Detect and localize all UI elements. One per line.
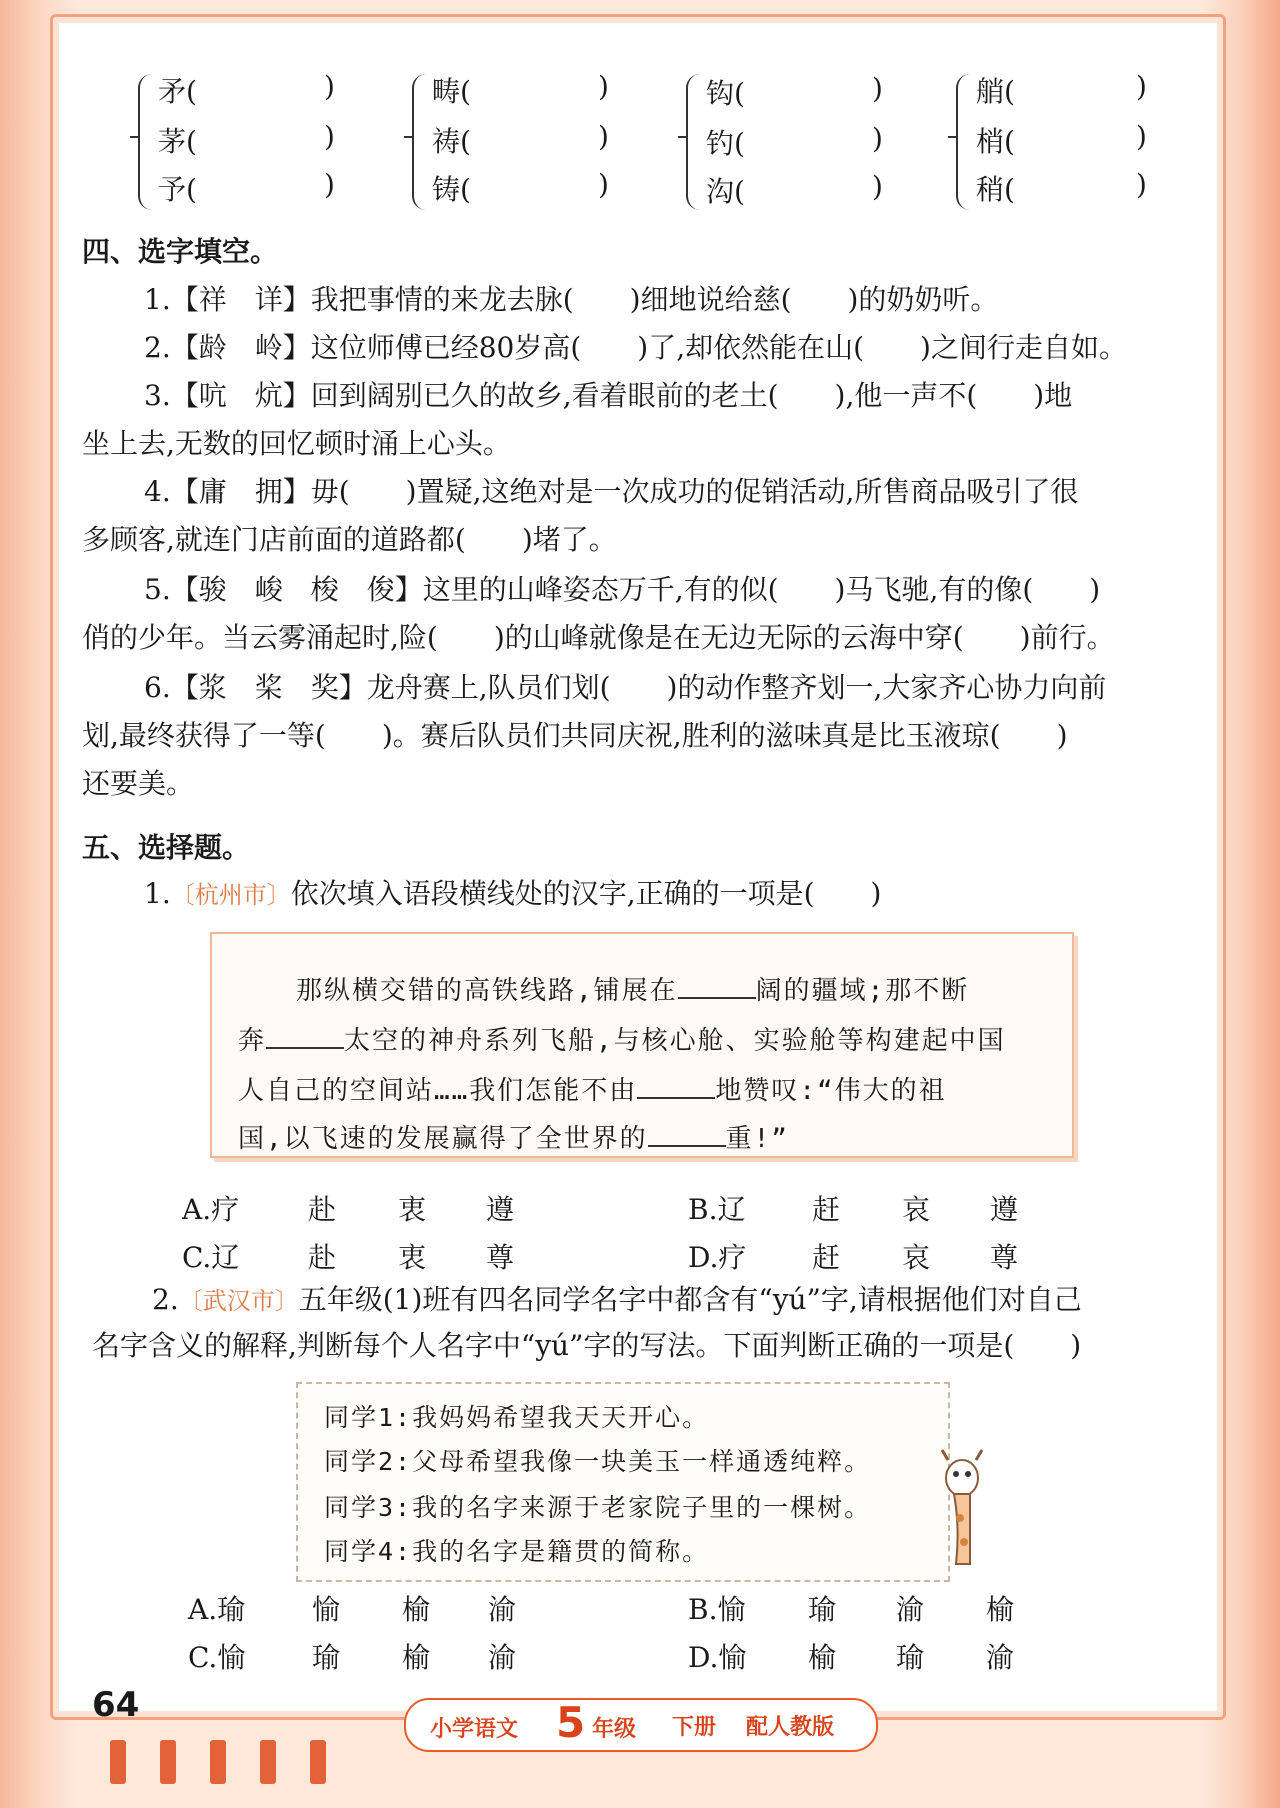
fill-line: 还要美。 — [82, 767, 195, 800]
char-group-3 — [686, 70, 916, 220]
question-2 — [152, 1276, 1082, 1325]
group-char: 畴( — [432, 75, 471, 108]
option-item: 哀 — [902, 1193, 931, 1226]
option-b[interactable]: B.辽 — [688, 1193, 746, 1226]
passage-line: 那纵横交错的高铁线路,铺展在 阔的疆域;那不断 — [296, 970, 969, 1007]
option-item: 榆 — [402, 1641, 431, 1674]
fill-line: 1.【祥 详】我把事情的来龙去脉( )细地说给慈( )的奶奶听。 — [144, 283, 999, 316]
group-char: 稍( — [976, 173, 1015, 206]
page-number: 64 — [92, 1685, 140, 1725]
passage-line: 奔 太空的神舟系列飞船,与核心舱、实验舱等构建起中国 — [238, 1020, 1006, 1057]
option-a[interactable]: A.疗 — [182, 1193, 240, 1226]
fill-line: 4.【庸 拥】毋( )置疑,这绝对是一次成功的促销活动,所售商品吸引了很 — [144, 475, 1079, 508]
fill-line: 坐上去,无数的回忆顿时涌上心头。 — [82, 427, 511, 460]
close-paren: ) — [1136, 70, 1147, 103]
option-item: 渝 — [896, 1593, 925, 1626]
grade-number: 5 — [556, 1698, 586, 1747]
question-2-line2: 名字含义的解释,判断每个人名字中“yú”字的写法。下面判断正确的一项是( ) — [92, 1329, 1082, 1362]
fill-line: 划,最终获得了一等( )。赛后队员们共同庆祝,胜利的滋味真是比玉液琼( ) — [82, 719, 1068, 752]
giraffe-illustration-icon — [930, 1448, 990, 1568]
group-char: 艄( — [976, 75, 1015, 108]
group-char: 梢( — [976, 125, 1015, 158]
close-paren: ) — [324, 168, 335, 201]
answer-blank — [266, 1023, 344, 1049]
option-item: 赶 — [812, 1193, 841, 1226]
question-text: 五年级(1)班有四名同学名字中都含有“yú”字,请根据他们对自己 — [298, 1283, 1082, 1316]
region-tag: 〔武汉市〕 — [178, 1287, 299, 1315]
group-char: 予( — [158, 173, 197, 206]
close-paren: ) — [872, 72, 883, 105]
student-line: 同学4:我的名字是籍贯的简称。 — [324, 1537, 710, 1566]
ring-icon — [160, 1740, 176, 1784]
ring-icon — [310, 1740, 326, 1784]
char-group-4 — [956, 70, 1186, 220]
option-d[interactable]: D.愉 — [688, 1641, 747, 1674]
close-paren: ) — [324, 120, 335, 153]
answer-blank — [678, 973, 756, 999]
option-item: 瑜 — [896, 1641, 925, 1674]
passage-line: 人自己的空间站……我们怎能不由 地赞叹:“伟大的祖 — [238, 1070, 947, 1107]
option-item: 尊 — [486, 1241, 515, 1274]
option-d[interactable]: D.疗 — [688, 1241, 747, 1274]
option-item: 榆 — [808, 1641, 837, 1674]
option-item: 哀 — [902, 1241, 931, 1274]
option-item: 渝 — [488, 1593, 517, 1626]
answer-blank — [637, 1073, 715, 1099]
question-1 — [144, 870, 881, 919]
option-item: 尊 — [990, 1241, 1019, 1274]
brace — [956, 74, 972, 210]
option-item: 榆 — [402, 1593, 431, 1626]
student-line: 同学2:父母希望我像一块美玉一样通透纯粹。 — [324, 1447, 872, 1476]
fill-line: 2.【龄 岭】这位师傅已经80岁高( )了,却依然能在山( )之间行走自如。 — [144, 331, 1127, 364]
group-char: 铸( — [432, 173, 471, 206]
book-info-badge — [404, 1698, 878, 1752]
question-number: 2. — [152, 1283, 179, 1316]
student-line: 同学1:我妈妈希望我天天开心。 — [324, 1403, 710, 1432]
close-paren: ) — [598, 70, 609, 103]
close-paren: ) — [1136, 120, 1147, 153]
fill-line: 俏的少年。当云雾涌起时,险( )的山峰就像是在无边无际的云海中穿( )前行。 — [82, 621, 1115, 654]
brace — [138, 74, 154, 210]
volume-label: 下册 — [672, 1715, 717, 1740]
section-4-title: 四、选字填空。 — [82, 235, 279, 268]
group-char: 钩( — [706, 77, 745, 110]
char-group-1 — [138, 70, 368, 220]
char-group-2 — [412, 70, 642, 220]
section-5-title: 五、选择题。 — [82, 831, 251, 864]
option-item: 瑜 — [808, 1593, 837, 1626]
option-item: 渝 — [986, 1641, 1015, 1674]
option-item: 瑜 — [312, 1641, 341, 1674]
option-b[interactable]: B.愉 — [688, 1593, 746, 1626]
question-text: 依次填入语段横线处的汉字,正确的一项是( ) — [290, 877, 882, 910]
group-char: 沟( — [706, 175, 745, 208]
fill-line: 3.【吭 炕】回到阔别已久的故乡,看着眼前的老土( ),他一声不( )地 — [144, 379, 1073, 412]
fill-line: 多顾客,就连门店前面的道路都( )堵了。 — [82, 523, 617, 556]
close-paren: ) — [1136, 168, 1147, 201]
fill-line: 6.【浆 桨 奖】龙舟赛上,队员们划( )的动作整齐划一,大家齐心协力向前 — [144, 671, 1107, 704]
brace — [686, 74, 702, 210]
option-item: 赴 — [308, 1193, 337, 1226]
option-c[interactable]: C.辽 — [182, 1241, 240, 1274]
group-char: 矛( — [158, 75, 197, 108]
option-item: 衷 — [398, 1241, 427, 1274]
close-paren: ) — [872, 122, 883, 155]
option-c[interactable]: C.愉 — [188, 1641, 246, 1674]
ring-icon — [210, 1740, 226, 1784]
brace — [412, 74, 428, 210]
option-item: 愉 — [312, 1593, 341, 1626]
option-a[interactable]: A.瑜 — [188, 1593, 246, 1626]
close-paren: ) — [598, 168, 609, 201]
close-paren: ) — [324, 70, 335, 103]
subject-label: 小学语文 — [430, 1717, 519, 1742]
fill-line: 5.【骏 峻 梭 俊】这里的山峰姿态万千,有的似( )马飞驰,有的像( ) — [144, 573, 1101, 606]
question-number: 1. — [144, 877, 171, 910]
option-item: 赶 — [812, 1241, 841, 1274]
close-paren: ) — [598, 120, 609, 153]
edition-label: 配人教版 — [746, 1715, 835, 1740]
option-item: 赴 — [308, 1241, 337, 1274]
ring-icon — [110, 1740, 126, 1784]
grade-label: 年级 — [592, 1717, 637, 1742]
option-item: 遵 — [486, 1193, 515, 1226]
ring-icon — [260, 1740, 276, 1784]
group-char: 钓( — [706, 127, 745, 160]
option-item: 渝 — [488, 1641, 517, 1674]
region-tag: 〔杭州市〕 — [170, 881, 291, 909]
answer-blank — [648, 1121, 726, 1147]
passage-box — [210, 932, 1074, 1158]
option-item: 榆 — [986, 1593, 1015, 1626]
option-item: 衷 — [398, 1193, 427, 1226]
option-item: 遵 — [990, 1193, 1019, 1226]
passage-line: 国,以飞速的发展赢得了全世界的 重!” — [238, 1118, 789, 1155]
close-paren: ) — [872, 170, 883, 203]
student-explanations-box — [296, 1382, 950, 1582]
student-line: 同学3:我的名字来源于老家院子里的一棵树。 — [324, 1493, 872, 1522]
group-char: 茅( — [158, 125, 197, 158]
group-char: 祷( — [432, 125, 471, 158]
